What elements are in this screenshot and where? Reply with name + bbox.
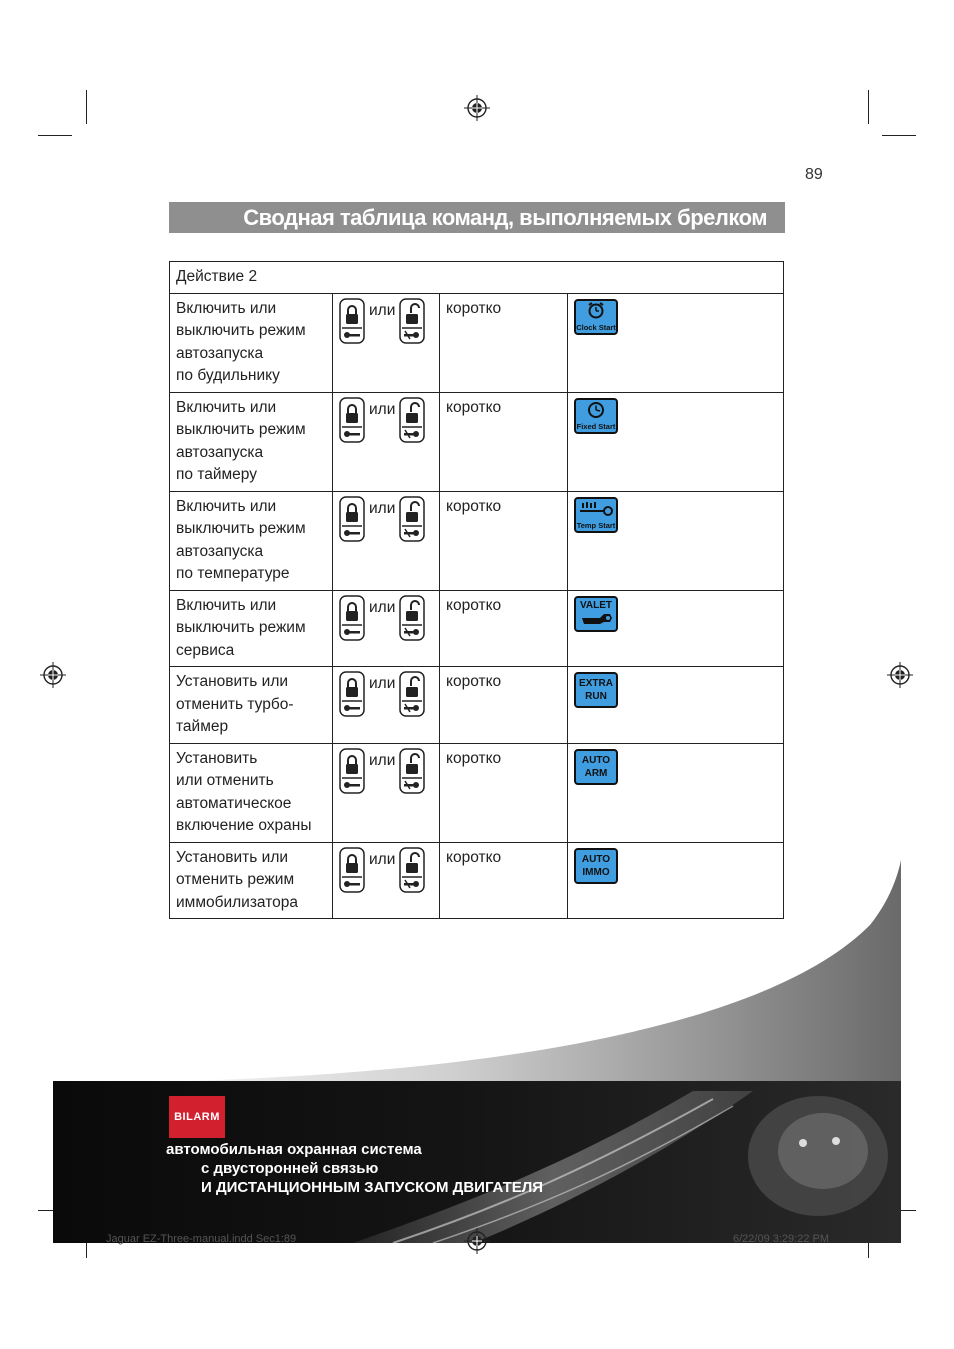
banner-tagline-1: автомобильная охранная система: [166, 1141, 422, 1158]
action-cell: [170, 842, 333, 919]
buttons-cell: [333, 842, 440, 919]
section-title: Сводная таблица команд, выполняемых брелком: [243, 205, 767, 230]
action-line: иммобилизатора: [176, 893, 299, 911]
or-label: или: [369, 301, 396, 319]
registration-mark-icon: [887, 662, 913, 688]
display-cell: [568, 667, 784, 744]
or-label: или: [369, 751, 396, 769]
temp-start-icon: [574, 497, 618, 533]
unlock-button-icon: [399, 496, 425, 542]
table-row: [170, 667, 784, 744]
action-line: автоматическое: [176, 794, 292, 812]
action-line: Установить или: [176, 673, 289, 690]
svg-text:RUN: RUN: [585, 691, 607, 702]
lock-button-icon: [339, 496, 365, 542]
table-row: [170, 743, 784, 842]
valet-icon: [574, 596, 618, 632]
action-line: выключить режим: [176, 619, 306, 636]
action-line: автозапуска: [176, 344, 264, 362]
slug-filename: Jaguar EZ-Three-manual.indd Sec1:89: [106, 1233, 297, 1245]
svg-text:AUTO: AUTO: [581, 853, 611, 865]
action-line: включение охраны: [176, 817, 312, 834]
action-line: Включить или: [176, 299, 277, 317]
action-line: Установить: [176, 749, 258, 767]
or-label: или: [369, 499, 396, 517]
lock-button-icon: [339, 847, 365, 893]
action-line: отменить турбо-: [176, 695, 294, 713]
buttons-cell: [333, 743, 440, 842]
action-cell: [170, 392, 333, 491]
action-cell: [170, 743, 333, 842]
table-header: Действие 2: [170, 262, 784, 294]
unlock-button-icon: [399, 298, 425, 344]
buttons-cell: [333, 392, 440, 491]
section-title-bar: [169, 202, 785, 233]
table-header-row: [170, 262, 784, 294]
press-cell: коротко: [440, 667, 568, 744]
registration-mark-icon: [464, 95, 490, 121]
or-label: или: [369, 598, 396, 616]
page-number: 89: [805, 166, 823, 183]
table-row: [170, 842, 784, 919]
crop-mark: [38, 135, 72, 136]
unlock-button-icon: [399, 671, 425, 717]
display-cell: [568, 491, 784, 590]
action-line: Включить или: [176, 398, 277, 416]
svg-text:Fixed Start: Fixed Start: [576, 421, 616, 431]
registration-mark-icon: [464, 1228, 490, 1254]
bilarm-logo: BILARM: [169, 1096, 225, 1138]
table-row: [170, 392, 784, 491]
press-cell: коротко: [440, 392, 568, 491]
extra-run-icon: [574, 672, 618, 708]
buttons-cell: [333, 293, 440, 392]
svg-text:Clock Start: Clock Start: [576, 322, 616, 332]
footer-banner: [53, 1081, 901, 1243]
svg-text:IMMO: IMMO: [582, 866, 610, 878]
action-line: по таймеру: [176, 466, 257, 483]
action-line: автозапуска: [176, 443, 264, 461]
action-line: автозапуска: [176, 542, 264, 560]
svg-text:EXTRA: EXTRA: [579, 678, 613, 689]
lock-button-icon: [339, 595, 365, 641]
svg-text:ARM: ARM: [584, 767, 608, 779]
press-cell: коротко: [440, 842, 568, 919]
table-row: [170, 590, 784, 667]
display-cell: [568, 590, 784, 667]
registration-mark-icon: [40, 662, 66, 688]
table-row: [170, 491, 784, 590]
crop-mark: [86, 90, 87, 124]
action-line: по температуре: [176, 565, 290, 582]
lock-button-icon: [339, 298, 365, 344]
clock-start-icon: [574, 299, 618, 335]
action-cell: [170, 667, 333, 744]
display-cell: [568, 293, 784, 392]
svg-text:AUTO: AUTO: [581, 754, 611, 766]
svg-text:Temp Start: Temp Start: [576, 520, 616, 530]
lock-button-icon: [339, 748, 365, 794]
action-line: отменить режим: [176, 871, 295, 888]
auto-immo-icon: [574, 848, 618, 884]
action-line: Установить или: [176, 848, 289, 866]
lock-button-icon: [339, 397, 365, 443]
press-cell: коротко: [440, 590, 568, 667]
action-line: или отменить: [176, 772, 274, 789]
buttons-cell: [333, 491, 440, 590]
action-line: Включить или: [176, 596, 277, 614]
action-cell: [170, 491, 333, 590]
unlock-button-icon: [399, 847, 425, 893]
or-label: или: [369, 850, 396, 868]
action-line: выключить режим: [176, 322, 306, 339]
press-cell: коротко: [440, 293, 568, 392]
table-row: [170, 293, 784, 392]
action-line: сервиса: [176, 641, 235, 659]
display-cell: [568, 743, 784, 842]
unlock-button-icon: [399, 748, 425, 794]
banner-tagline-3: И ДИСТАНЦИОННЫМ ЗАПУСКОМ ДВИГАТЕЛЯ: [201, 1179, 544, 1196]
commands-table: [169, 261, 784, 919]
unlock-button-icon: [399, 397, 425, 443]
action-cell: [170, 293, 333, 392]
fixed-start-icon: [574, 398, 618, 434]
slug-timestamp: 6/22/09 3:29:22 PM: [733, 1233, 830, 1245]
crop-mark: [868, 90, 869, 124]
svg-text:VALET: VALET: [579, 599, 613, 611]
press-cell: коротко: [440, 491, 568, 590]
action-cell: [170, 590, 333, 667]
banner-tagline-2: с двусторонней связью: [201, 1160, 379, 1177]
action-line: Включить или: [176, 497, 277, 515]
action-line: таймер: [176, 718, 229, 735]
or-label: или: [369, 400, 396, 418]
auto-arm-icon: [574, 749, 618, 785]
buttons-cell: [333, 667, 440, 744]
crop-mark: [882, 135, 916, 136]
buttons-cell: [333, 590, 440, 667]
action-line: выключить режим: [176, 520, 306, 537]
action-line: выключить режим: [176, 421, 306, 438]
or-label: или: [369, 675, 396, 692]
unlock-button-icon: [399, 595, 425, 641]
action-line: по будильнику: [176, 367, 280, 384]
display-cell: [568, 392, 784, 491]
press-cell: коротко: [440, 743, 568, 842]
lock-button-icon: [339, 671, 365, 717]
display-cell: [568, 842, 784, 919]
